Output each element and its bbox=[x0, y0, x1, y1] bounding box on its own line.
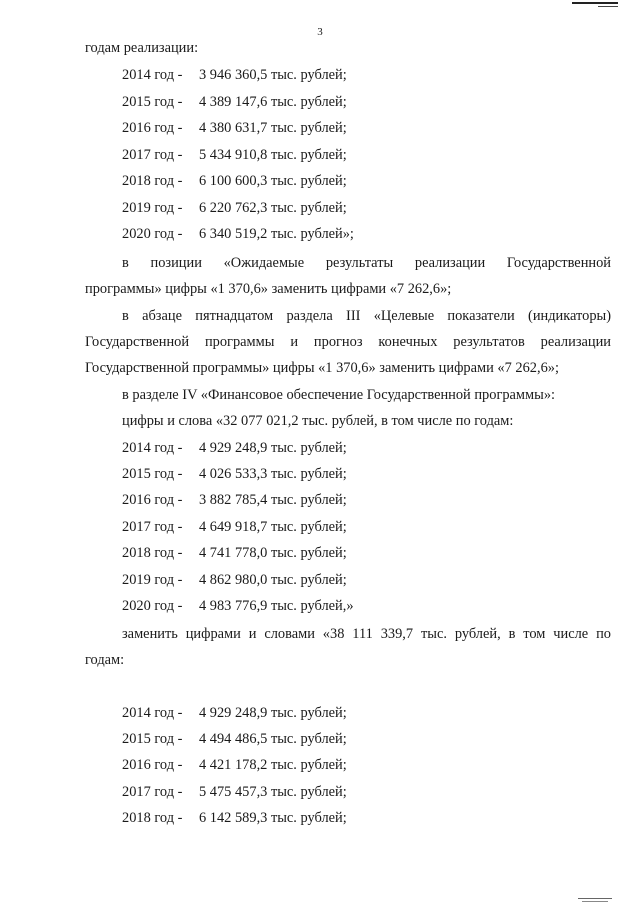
year-label: 2015 год - bbox=[122, 466, 183, 482]
year-label: 2019 год - bbox=[122, 572, 183, 588]
paragraph-line: в абзаце пятнадцатом раздела III «Целевые показатели (индикаторы) bbox=[122, 308, 611, 324]
scan-corner-mark bbox=[572, 2, 618, 4]
amount-row bbox=[122, 93, 347, 111]
year-label: 2014 год - bbox=[122, 67, 183, 83]
year-label: 2016 год - bbox=[122, 757, 183, 773]
amount-row bbox=[122, 146, 347, 164]
year-label: 2014 год - bbox=[122, 705, 183, 721]
amount-row bbox=[122, 66, 347, 84]
amount-row bbox=[122, 225, 354, 243]
paragraph-line: в разделе IV «Финансовое обеспечение Государственной программы»: bbox=[122, 387, 556, 403]
paragraph-line: в позиции «Ожидаемые результаты реализации Государственной bbox=[122, 255, 611, 271]
amount-value: 6 220 762,3 тыс. рублей; bbox=[199, 200, 347, 216]
paragraph-line: годам: bbox=[85, 652, 125, 668]
year-label: 2014 год - bbox=[122, 440, 183, 456]
amount-value: 6 340 519,2 тыс. рублей»; bbox=[199, 226, 354, 242]
amount-value: 5 434 910,8 тыс. рублей; bbox=[199, 147, 347, 163]
amount-row bbox=[122, 597, 354, 615]
amount-row bbox=[122, 544, 347, 562]
amount-value: 3 946 360,5 тыс. рублей; bbox=[199, 67, 347, 83]
paragraph-line: Государственной программы и прогноз конечных результатов реализации bbox=[85, 334, 611, 350]
amount-value: 4 026 533,3 тыс. рублей; bbox=[199, 466, 347, 482]
year-label: 2016 год - bbox=[122, 120, 183, 136]
amount-value: 4 929 248,9 тыс. рублей; bbox=[199, 440, 347, 456]
year-label: 2017 год - bbox=[122, 147, 183, 163]
year-label: 2018 год - bbox=[122, 173, 183, 189]
amount-value: 4 929 248,9 тыс. рублей; bbox=[199, 705, 347, 721]
amount-row bbox=[122, 704, 347, 722]
amount-value: 4 421 178,2 тыс. рублей; bbox=[199, 757, 347, 773]
amount-row bbox=[122, 172, 347, 190]
page-number: 3 bbox=[317, 26, 323, 38]
amount-value: 4 494 486,5 тыс. рублей; bbox=[199, 731, 347, 747]
paragraph-line: заменить цифрами и словами «38 111 339,7 тыс. рублей, в том числе по bbox=[122, 626, 611, 642]
year-label: 2020 год - bbox=[122, 598, 183, 614]
amount-value: 4 862 980,0 тыс. рублей; bbox=[199, 572, 347, 588]
paragraph-line: Государственной программы» цифры «1 370,6» заменить цифрами «7 262,6»; bbox=[85, 360, 559, 376]
amount-row bbox=[122, 119, 347, 137]
year-label: 2019 год - bbox=[122, 200, 183, 216]
year-label: 2018 год - bbox=[122, 545, 183, 561]
amount-row bbox=[122, 571, 347, 589]
year-label: 2018 год - bbox=[122, 810, 183, 826]
year-label: 2016 год - bbox=[122, 492, 183, 508]
amount-row bbox=[122, 518, 347, 536]
amount-value: 4 983 776,9 тыс. рублей,» bbox=[199, 598, 354, 614]
intro-line: годам реализации: bbox=[85, 40, 199, 56]
amount-value: 6 142 589,3 тыс. рублей; bbox=[199, 810, 347, 826]
amount-value: 5 475 457,3 тыс. рублей; bbox=[199, 784, 347, 800]
amount-row bbox=[122, 730, 347, 748]
year-label: 2017 год - bbox=[122, 519, 183, 535]
amount-value: 4 649 918,7 тыс. рублей; bbox=[199, 519, 347, 535]
amount-row bbox=[122, 199, 347, 217]
paragraph-line: цифры и слова «32 077 021,2 тыс. рублей, в том числе по годам: bbox=[122, 413, 514, 429]
amount-row bbox=[122, 809, 347, 827]
amount-value: 6 100 600,3 тыс. рублей; bbox=[199, 173, 347, 189]
amount-value: 4 380 631,7 тыс. рублей; bbox=[199, 120, 347, 136]
amount-value: 4 741 778,0 тыс. рублей; bbox=[199, 545, 347, 561]
year-label: 2017 год - bbox=[122, 784, 183, 800]
amount-value: 4 389 147,6 тыс. рублей; bbox=[199, 94, 347, 110]
year-label: 2015 год - bbox=[122, 94, 183, 110]
amount-value: 3 882 785,4 тыс. рублей; bbox=[199, 492, 347, 508]
amount-row bbox=[122, 439, 347, 457]
amount-row bbox=[122, 783, 347, 801]
paragraph-line: программы» цифры «1 370,6» заменить цифрами «7 262,6»; bbox=[85, 281, 452, 297]
amount-row bbox=[122, 491, 347, 509]
year-label: 2020 год - bbox=[122, 226, 183, 242]
scan-corner-mark bbox=[578, 898, 612, 899]
amount-row bbox=[122, 465, 347, 483]
amount-row bbox=[122, 756, 347, 774]
year-label: 2015 год - bbox=[122, 731, 183, 747]
